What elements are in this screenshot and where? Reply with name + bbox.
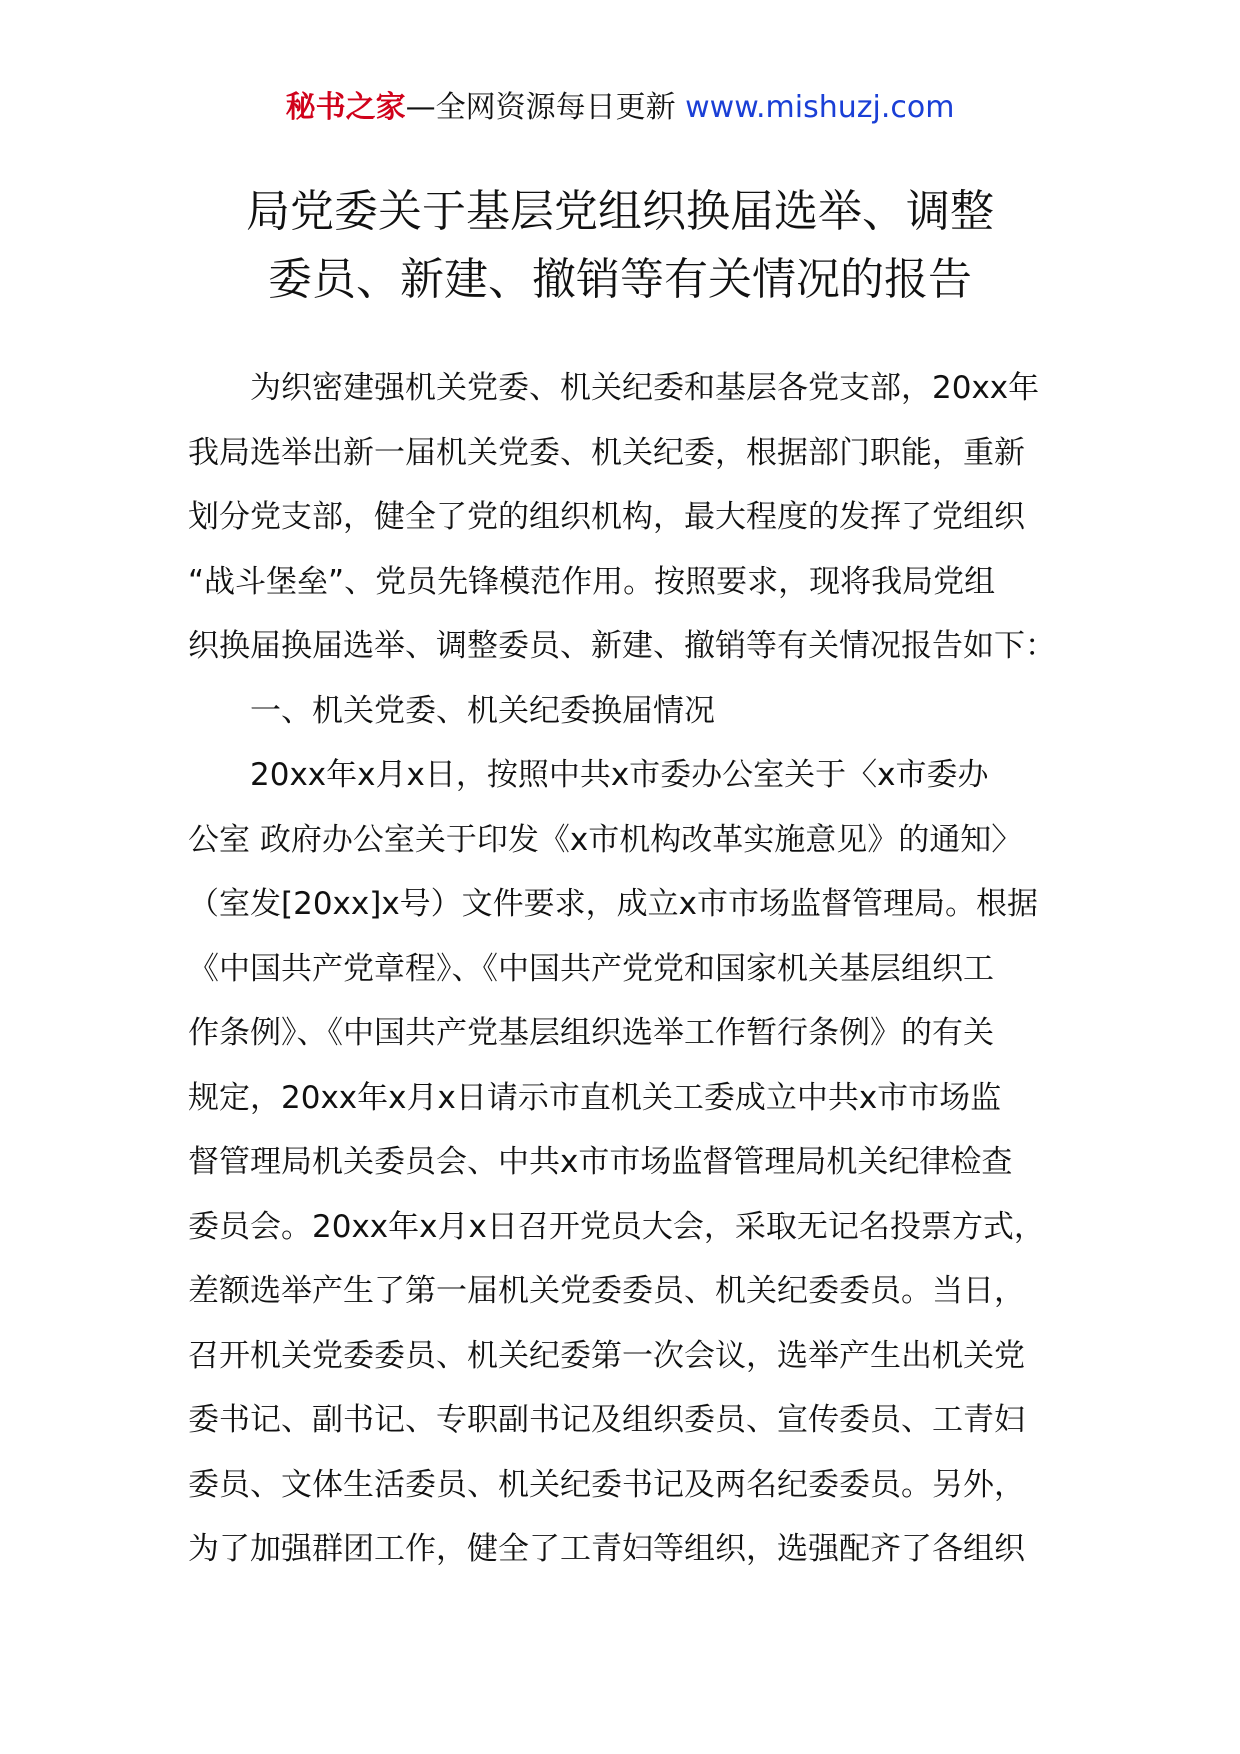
paragraph-line: 召开机关党委委员、机关纪委第一次会议，选举产生出机关党 (188, 1337, 1025, 1374)
title-line: 局党委关于基层党组织换届选举、调整 (246, 186, 994, 237)
paragraph-line: 差额选举产生了第一届机关党委委员、机关纪委委员。当日， (188, 1273, 1025, 1309)
paragraph-line: 《中国共产党章程》、《中国共产党党和国家机关基层组织工 (188, 950, 994, 987)
document-body (188, 356, 1068, 1582)
paragraph-line: 委员会。20xx年x月x日召开党员大会，采取无记名投票方式， (188, 1208, 1045, 1245)
paragraph-line: 作条例》、《中国共产党基层组织选举工作暂行条例》的有关 (188, 1015, 994, 1051)
site-header (0, 88, 1240, 128)
paragraph-line: 委书记、副书记、专职副书记及组织委员、宣传委员、工青妇 (188, 1402, 1025, 1438)
website-link[interactable]: www.mishuzj.com (685, 90, 955, 125)
paragraph-line: 织换届换届选举、调整委员、新建、撤销等有关情况报告如下： (188, 628, 1056, 664)
paragraph-line: 委员、文体生活委员、机关纪委书记及两名纪委委员。另外， (188, 1466, 1025, 1503)
paragraph-line: 公室 政府办公室关于印发《x市机构改革实施意见》的通知〉 (188, 821, 1023, 858)
paragraph-line: 划分党支部，健全了党的组织机构，最大程度的发挥了党组织 (188, 499, 1025, 535)
paragraph-line: 规定，20xx年x月x日请示市直机关工委成立中共x市市场监 (188, 1079, 1002, 1116)
paragraph-line: 我局选举出新一届机关党委、机关纪委，根据部门职能，重新 (188, 434, 1025, 471)
section-heading: 一、机关党委、机关纪委换届情况 (250, 692, 715, 729)
paragraph-line: 为了加强群团工作，健全了工青妇等组织，选强配齐了各组织 (188, 1531, 1025, 1567)
title-line: 委员、新建、撤销等有关情况的报告 (268, 254, 972, 305)
header-slogan: —全网资源每日更新 (405, 90, 676, 125)
document-title (150, 178, 1090, 314)
paragraph-line: “战斗堡垒”、党员先锋模范作用。按照要求，现将我局党组 (188, 563, 996, 600)
paragraph-line: 督管理局机关委员会、中共x市市场监督管理局机关纪律检查 (188, 1144, 1013, 1180)
paragraph-line: 20xx年x月x日，按照中共x市委办公室关于〈x市委办 (250, 757, 989, 793)
paragraph-line: 为织密建强机关党委、机关纪委和基层各党支部，20xx年 (250, 370, 1040, 406)
paragraph-line: （室发[20xx]x号）文件要求，成立x市市场监督管理局。根据 (188, 886, 1039, 922)
brand-name: 秘书之家 (285, 90, 406, 125)
